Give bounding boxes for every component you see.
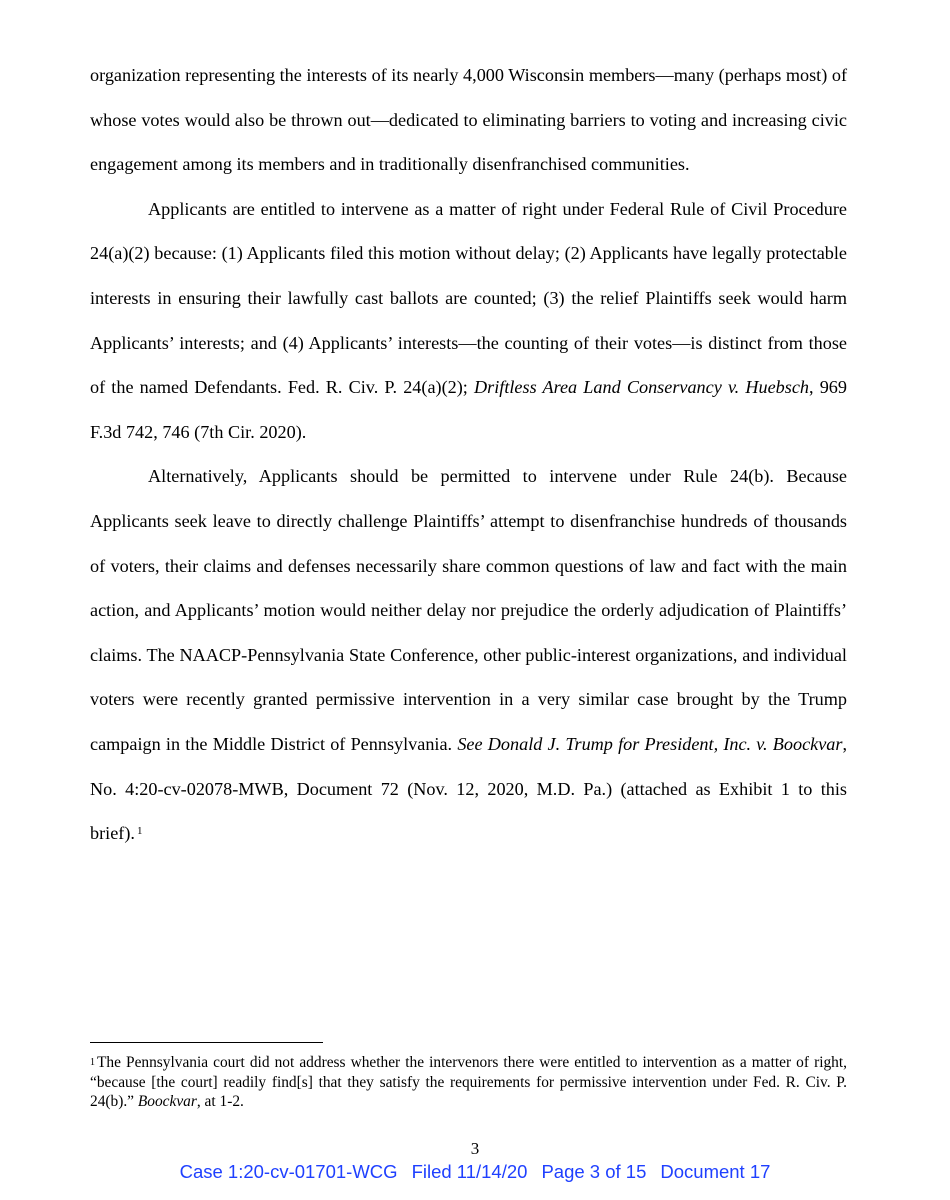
stamp-filed-date: Filed 11/14/20	[411, 1161, 528, 1182]
paragraph-intervention-of-right	[90, 187, 847, 455]
footnote	[90, 1053, 847, 1112]
brief-body	[90, 53, 847, 856]
paragraph-text: Alternatively, Applicants should be permitted to intervene under Rule 24(b). Because Applicants seek leave to directly challenge Plaintiffs’ attempt to disenfranchise hundreds of thousands of voters, their claims and defenses necessarily share common questions of law and fact with the main action, and Applicants’ motion would neither delay nor prejudice the orderly adjudication of Plaintiffs’ claims. The NAACP-Pennsylvania State Conference, other public-interest organizations, and individual voters were recently granted permissive intervention in a very similar case brought by the Trump campaign in the Middle District of Pennsylvania.	[90, 466, 847, 754]
footnote-text: The Pennsylvania court did not address whether the intervenors there were entitled to intervention as a matter of right, “because [the court] readily find[s] that they satisfy the requirements for permissive intervention under Fed. R. Civ. P. 24(b).”	[90, 1054, 847, 1110]
paragraph-continuation	[90, 53, 847, 187]
footnote-divider	[90, 1042, 323, 1043]
paragraph-text: organization representing the interests of its nearly 4,000 Wisconsin members—many (perhaps most) of whose votes would also be thrown out—dedicated to eliminating barriers to voting and increasing civic engagement among its members and in traditionally disenfranchised communities.	[90, 65, 847, 175]
citation-signal: See	[457, 733, 483, 754]
paragraph-permissive-intervention	[90, 454, 847, 855]
footnote-reference: 1	[136, 825, 143, 838]
footnote-marker: 1	[90, 1057, 95, 1068]
page-number: 3	[470, 1139, 480, 1158]
case-citation: Driftless Area Land Conservancy v. Huebsch	[474, 377, 810, 398]
citation-detail: , 969 F.3d 742, 746 (7th Cir. 2020).	[90, 377, 847, 442]
stamp-document-number: Document 17	[660, 1161, 771, 1182]
footnote-citation-detail: , at 1-2.	[196, 1093, 244, 1110]
case-citation: Donald J. Trump for President, Inc. v. Boockvar	[487, 733, 843, 754]
ecf-filing-stamp	[0, 1160, 950, 1184]
stamp-case-number: Case 1:20-cv-01701-WCG	[179, 1161, 398, 1182]
footnote-case-citation: Boockvar	[137, 1093, 197, 1110]
stamp-page-count: Page 3 of 15	[541, 1161, 647, 1182]
citation-detail: , No. 4:20-cv-02078-MWB, Document 72 (Nov. 12, 2020, M.D. Pa.) (attached as Exhibit 1 to this brief).	[90, 733, 848, 844]
paragraph-text: Applicants are entitled to intervene as a matter of right under Federal Rule of Civil Procedure 24(a)(2) because: (1) Applicants filed this motion without delay; (2) Applicants have legally protectable interests in ensuring their lawfully cast ballots are counted; (3) the relief Plaintiffs seek would harm Applicants’ interests; and (4) Applicants’ interests—the counting of their votes—is distinct from those of the named Defendants. Fed. R. Civ. P. 24(a)(2);	[90, 198, 847, 398]
